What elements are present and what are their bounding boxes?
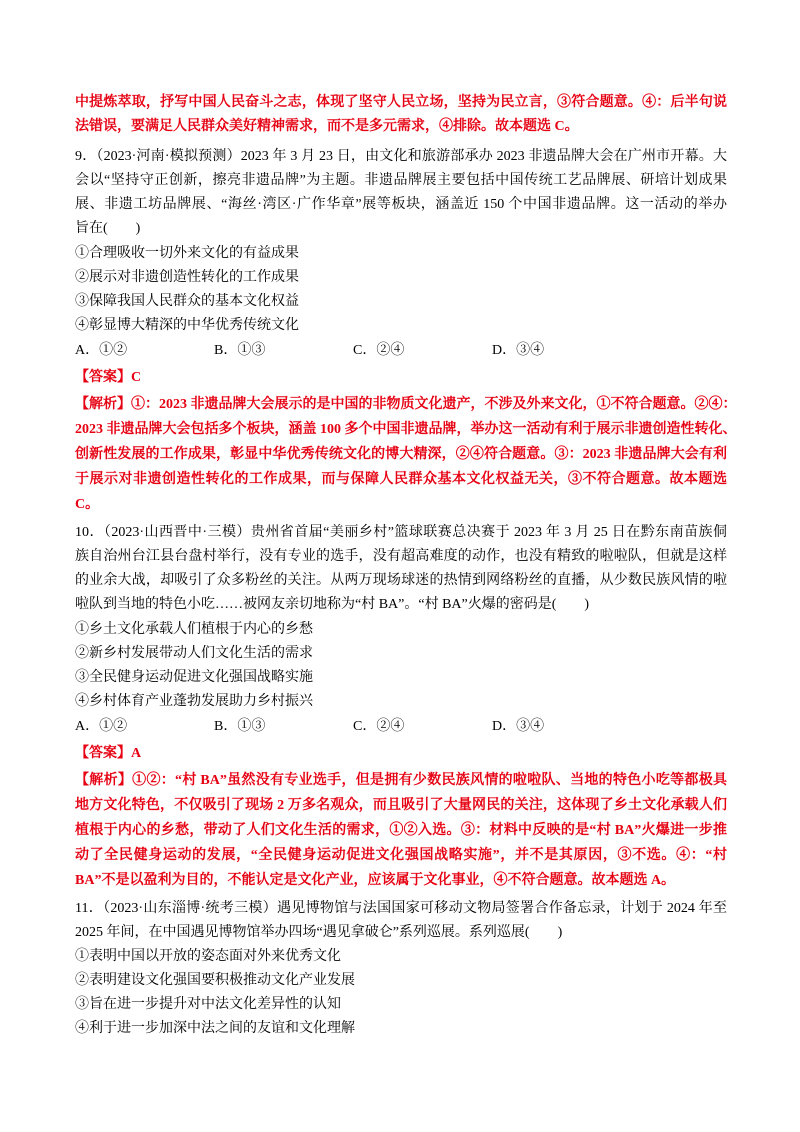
- question-10-stem-line: 啦队到当地的特色小吃……被网友亲切地称为“村 BA”。“村 BA”火爆的密码是( ): [75, 597, 590, 612]
- question-10-choice-c: C．②④: [353, 719, 405, 734]
- question-10-choice-d: D．③④: [492, 719, 545, 734]
- analysis-continuation-line: 中提炼萃取，抒写中国人民奋斗之志，体现了坚守人民立场，坚持为民立言，③符合题意。④：后半句说: [75, 95, 727, 110]
- question-9-choice-d: D．③④: [492, 343, 545, 358]
- question-10-choice-a: A．①②: [75, 719, 128, 734]
- question-11-statement: ①表明中国以开放的姿态面对外来优秀文化: [75, 949, 341, 964]
- question-9-stem-line: 旨在( ): [75, 221, 141, 236]
- question-9-stem-line: 展、非遗工坊品牌展、“海丝·湾区·广作华章”展等板块，涵盖近 150 个中国非遗品牌。这一活动的举办: [75, 197, 727, 212]
- question-9-choice-a: A．①②: [75, 343, 128, 358]
- question-9-analysis-line: C。: [75, 497, 100, 512]
- question-10-analysis-line: 地方文化特色，不仅吸引了现场 2 万多名观众，而且吸引了大量网民的关注，这体现了乡土文化承载人们: [75, 798, 727, 813]
- question-10-stem-line: 的业余大战，却吸引了众多粉丝的关注。从两万现场球迷的热情到网络粉丝的直播，从少数民族风情的啦: [75, 573, 727, 588]
- question-10-answer: 【答案】A: [75, 746, 142, 761]
- question-10-stem-line: 10．（2023·山西晋中·三模）贵州省首届“美丽乡村”篮球联赛总决赛于 2023 年 3 月 25 日在黔东南苗族侗: [75, 525, 727, 540]
- question-11-stem-line: 11．（2023·山东淄博·统考三模）遇见博物馆与法国国家可移动文物局签署合作备忘录，计划于 2024 年至: [75, 901, 727, 916]
- question-9-stem-line: 会以“坚持守正创新，擦亮非遗品牌”为主题。非遗品牌展主要包括中国传统工艺品牌展、研培计划成果: [75, 173, 727, 188]
- question-10-choice-b: B．①③: [214, 719, 266, 734]
- question-10-statement: ①乡土文化承载人们植根于内心的乡愁: [75, 622, 313, 637]
- question-9-statement: ①合理吸收一切外来文化的有益成果: [75, 246, 299, 261]
- question-10-analysis-line: 植根于内心的乡愁，带动了人们文化生活的需求，①②入选。③：材料中反映的是“村 BA”火爆进一步推: [75, 823, 727, 838]
- question-11-statement: ④利于进一步加深中法之间的友谊和文化理解: [75, 1021, 355, 1036]
- question-9-statement: ④彰显博大精深的中华优秀传统文化: [75, 318, 299, 333]
- question-9-analysis-line: 【解析】①：2023 非遗品牌大会展示的是中国的非物质文化遗产，不涉及外来文化，①不符合题意。②④：: [75, 397, 737, 412]
- question-9-analysis-line: 2023 非遗品牌大会包括多个板块，涵盖 100 多个中国非遗品牌，举办这一活动有利于展示非遗创造性转化、: [75, 422, 737, 437]
- question-9-choice-c: C．②④: [353, 343, 405, 358]
- question-10-statement: ④乡村体育产业蓬勃发展助力乡村振兴: [75, 694, 313, 709]
- question-10-stem-line: 族自治州台江县台盘村举行，没有专业的选手，没有超高难度的动作，也没有精致的啦啦队，但就是这样: [75, 549, 727, 564]
- question-11-statement: ②表明建设文化强国要积极推动文化产业发展: [75, 973, 355, 988]
- question-11-stem-line: 2025 年间，在中国遇见博物馆举办四场“遇见拿破仑”系列巡展。系列巡展( ): [75, 925, 563, 940]
- question-9-statement: ③保障我国人民群众的基本文化权益: [75, 294, 299, 309]
- question-10-statement: ③全民健身运动促进文化强国战略实施: [75, 670, 313, 685]
- question-10-analysis-line: 【解析】①②：“村 BA”虽然没有专业选手，但是拥有少数民族风情的啦啦队、当地的特色小吃等都极具: [75, 773, 727, 788]
- question-10-statement: ②新乡村发展带动人们文化生活的需求: [75, 646, 313, 661]
- question-10-analysis-line: BA”不是以盈利为目的，不能认定是文化产业，应该属于文化事业，④不符合题意。故本题选 A。: [75, 873, 676, 888]
- question-9-choice-b: B．①③: [214, 343, 266, 358]
- question-9-answer: 【答案】C: [75, 370, 142, 385]
- question-10-analysis-line: 动了全民健身运动的发展，“全民健身运动促进文化强国战略实施”，并不是其原因，③不选。④：“村: [75, 848, 727, 863]
- question-9-analysis-line: 创新性发展的工作成果，彰显中华优秀传统文化的博大精深，②④符合题意。③：2023 非遗品牌大会有利: [75, 447, 727, 462]
- analysis-continuation-line: 法错误，要满足人民群众美好精神需求，而不是多元需求，④排除。故本题选 C。: [75, 119, 579, 134]
- question-11-statement: ③旨在进一步提升对中法文化差异性的认知: [75, 997, 341, 1012]
- question-9-statement: ②展示对非遗创造性转化的工作成果: [75, 270, 299, 285]
- question-9-stem-line: 9．（2023·河南·模拟预测）2023 年 3 月 23 日，由文化和旅游部承办 2023 非遗品牌大会在广州市开幕。大: [75, 149, 727, 164]
- question-9-analysis-line: 于展示对非遗创造性转化的工作成果，而与保障人民群众基本文化权益无关，③不符合题意。故本题选: [75, 472, 727, 487]
